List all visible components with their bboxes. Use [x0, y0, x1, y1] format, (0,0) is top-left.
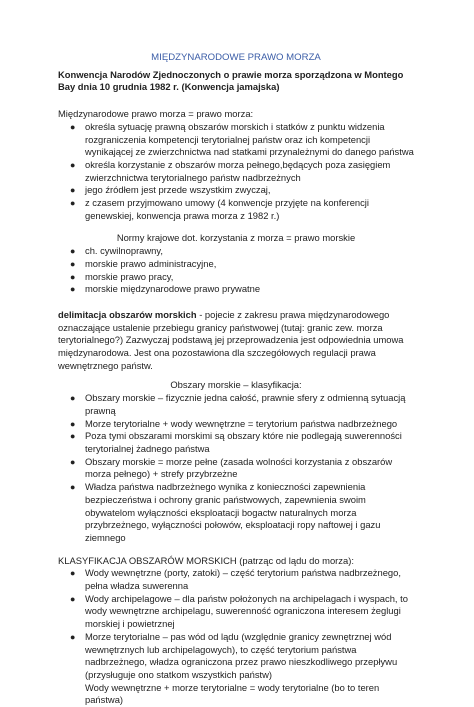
bullet-dot-icon: ● — [70, 284, 76, 295]
list-item: ● z czasem przyjmowano umowy (4 konwencje przyjęte na konferencji genewskiej, konwencja prawa morza z 1982 r.) — [70, 197, 369, 221]
delimitation-text: - pojecie z zakresu prawa międzynarodowego oznaczające ustalenie przebiegu granicy państwowej (tutaj: granic zew. morza terytorialnego?) Zazwyczaj podstawą jej przeprowadzenia jest odpowiednia umowa międzynarodowa. Jest ona pozostawiona dla szczegółowych regulacji prawa wewnętrznego państw. — [58, 308, 404, 371]
page-title: MIĘDZYNARODOWE PRAWO MORZA — [151, 52, 321, 63]
list-item: ● ch. cywilnoprawny, — [70, 245, 163, 257]
bullet-dot-icon: ● — [70, 431, 76, 442]
bullet-dot-icon: ● — [70, 393, 76, 404]
list-item: ● Morze terytorialne + wody wewnętrzne = terytorium państwa nadbrzeżnego — [70, 417, 398, 429]
bullet-dot-icon: ● — [70, 593, 76, 604]
bullet-dot-icon: ● — [70, 159, 76, 170]
list-item: ● Obszary morskie = morze pełne (zasada wolności korzystania z obszarów morza pełnego) + strefy przybrzeżne — [70, 455, 393, 480]
list-item: ● określa korzystanie z obszarów morza pełnego,będących poza zasięgiem zwierzchnictwa terytorialnego państw nadbrzeżnych — [70, 158, 391, 183]
document-heading: Konwencja Narodów Zjednoczonych o prawie morza sporządzona w Montego Bay dnia 10 grudnia 1982 r. (Konwencja jamajska) — [58, 68, 404, 93]
section5-note: Wody wewnętrzne + morze terytorialne = wody terytorialne (bo to teren państwa) — [85, 681, 380, 706]
section5-list — [58, 567, 414, 681]
list-item: ● Poza tymi obszarami morskimi są obszary które nie podlegają suwerenności terytorialnej żadnego państwa — [70, 430, 402, 454]
list-item: ● Obszary morskie – fizycznie jedna całość, prawnie sfery z odmienną sytuacją prawną — [70, 392, 406, 416]
list-item: ● Morze terytorialne – pas wód od lądu (względnie granicy zewnętrznej wód wewnętrznych lub archipelagowych), to część terytorium państwa nadbrzeżnego, władza ograniczona przez prawo nieszkodliwego przepływu (przysługuje ono statkom wszystkich państw) — [70, 630, 398, 680]
bullet-dot-icon: ● — [70, 185, 76, 196]
bullet-dot-icon: ● — [70, 246, 76, 257]
bullet-dot-icon: ● — [70, 198, 76, 209]
bullet-dot-icon: ● — [70, 418, 76, 429]
section1-list — [58, 121, 414, 223]
list-item: ● morskie prawo pracy, — [70, 270, 174, 282]
list-item: ● Wody wewnętrzne (porty, zatoki) – część terytorium państwa nadbrzeżnego, pełna władza suwerenna — [70, 567, 401, 592]
section1-intro: Międzynarodowe prawo morza = prawo morza: — [58, 108, 254, 120]
section4-intro: Obszary morskie – klasyfikacja: — [170, 379, 302, 391]
bullet-dot-icon: ● — [70, 271, 76, 282]
list-item: ● określa sytuację prawną obszarów morskich i statków z punktu widzenia rozgraniczenia kompetencji terytorialnej państw oraz ich kompetencji wynikającej ze zwierzchnictwa nad statkami przynależnymi do danego państwa — [70, 120, 414, 158]
delimitation-term: delimitacja obszarów morskich — [58, 308, 197, 320]
list-item: ● morskie prawo administracyjne, — [70, 257, 217, 269]
bullet-dot-icon: ● — [70, 456, 76, 467]
section4-list — [58, 392, 414, 544]
list-item: ● jego źródłem jest przede wszystkim zwyczaj, — [70, 184, 271, 196]
section2-list — [58, 245, 414, 296]
bullet-dot-icon: ● — [70, 568, 76, 579]
list-item: ● Wody archipelagowe – dla państw położonych na archipelagach i wyspach, to wody wewnętrzne archipelagu, suwerenność ograniczona interesem żeglugi morskiej i powietrznej — [70, 592, 408, 630]
list-item: ● morskie międzynarodowe prawo prywatne — [70, 283, 261, 295]
section2-intro: Normy krajowe dot. korzystania z morza = prawo morskie — [116, 232, 356, 244]
bullet-dot-icon: ● — [70, 121, 76, 132]
delimitation-paragraph — [58, 309, 414, 373]
bullet-dot-icon: ● — [70, 631, 76, 642]
section5-intro: KLASYFIKACJA OBSZARÓW MORSKICH (patrząc od lądu do morza): — [58, 554, 354, 566]
bullet-dot-icon: ● — [70, 482, 76, 493]
bullet-dot-icon: ● — [70, 258, 76, 269]
list-item: ● Władza państwa nadbrzeżnego wynika z konieczności zapewnienia bezpieczeństwa i ochrony granic państwowych, zapewnienia swoim obywatelom wyłączności eksploatacji bogactw naturalnych morza przybrzeżnego, wyłączności połowów, eksploatacji ropy naftowej i gazu ziemnego — [70, 481, 381, 543]
